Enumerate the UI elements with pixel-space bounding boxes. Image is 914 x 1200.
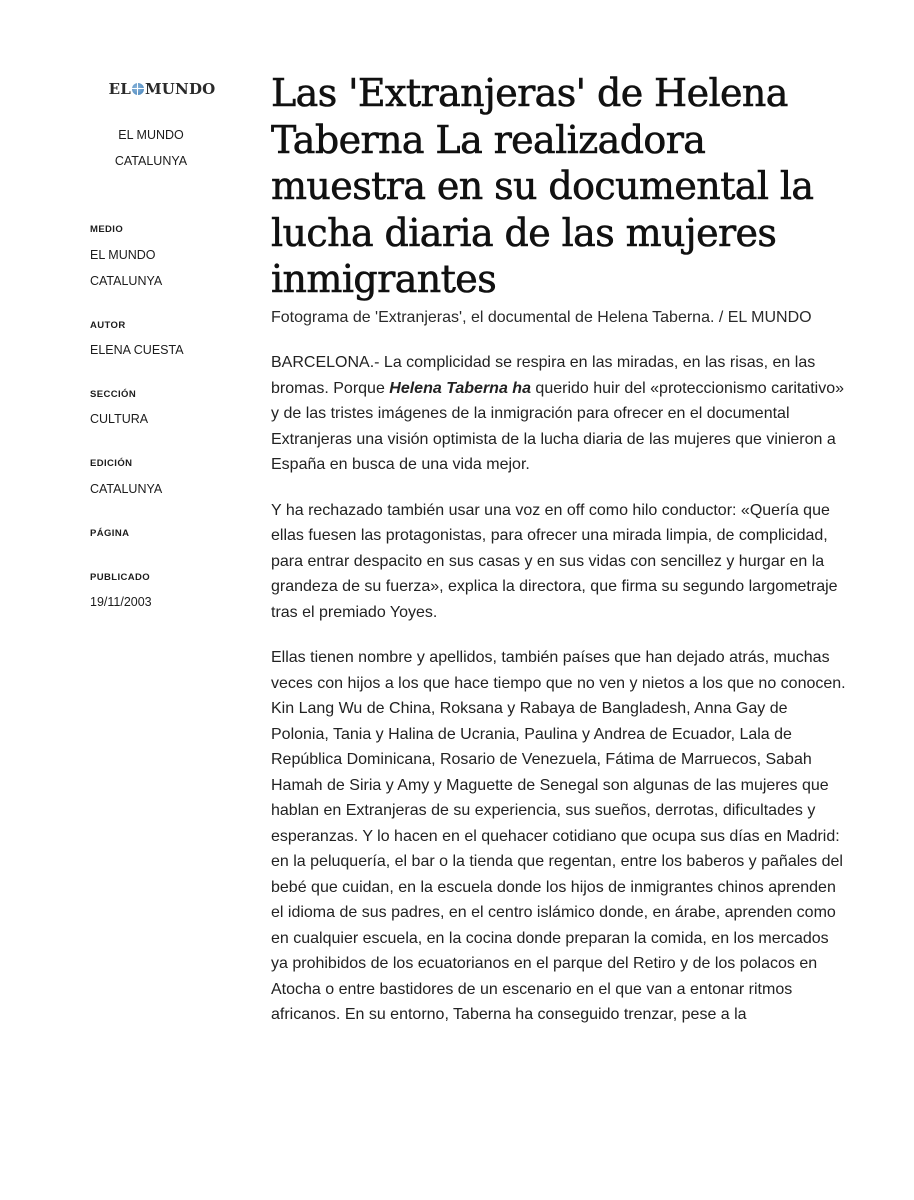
logo-text-el: EL bbox=[108, 80, 131, 98]
meta-value-seccion: CULTURA bbox=[90, 412, 149, 426]
article bbox=[271, 70, 851, 1028]
meta-label-seccion: SECCIÓN bbox=[90, 389, 137, 400]
paragraph-1-emphasis: Helena Taberna ha bbox=[389, 379, 531, 397]
globe-icon bbox=[132, 83, 144, 95]
article-paragraph-2: Y ha rechazado también usar una voz en off como hilo conductor: «Quería que ellas fuesen las protagonistas, para ofrecer una mirada limpia, de complicidad, para entrar despacito en sus casas y en sus vidas con sencillez y hurgar en la grandeza de su fuerza», explica la directora, que firma su segundo largometraje tras el premiado Yoyes. bbox=[271, 501, 838, 621]
paragraph-1-text-start: BARCELONA.- La complicidad se respira en las miradas, en las risas, en las bromas. Porque bbox=[271, 354, 816, 397]
publication-name-line2: CATALUNYA bbox=[114, 154, 188, 168]
meta-label-autor: AUTOR bbox=[90, 320, 126, 331]
photo-caption: Fotograma de 'Extranjeras', el documental de Helena Taberna. / EL MUNDO bbox=[271, 308, 812, 326]
el-mundo-logo[interactable] bbox=[102, 79, 222, 99]
meta-value-publicado: 19/11/2003 bbox=[90, 595, 152, 609]
meta-value-medio bbox=[90, 242, 230, 294]
meta-label-medio: MEDIO bbox=[90, 224, 124, 235]
meta-label-edicion: EDICIÓN bbox=[90, 458, 133, 469]
paragraph-1-text-end: querido huir del «proteccionismo caritativo» y de las tristes imágenes de la inmigración para ofrecer en el documental Extranjeras una visión optimista de la lucha diaria de las mujeres que vinieron a España en busca de una vida mejor. bbox=[271, 379, 845, 473]
meta-value-medio-line1: EL MUNDO bbox=[90, 248, 156, 262]
meta-label-pagina: PÁGINA bbox=[90, 528, 130, 539]
article-paragraph-3: Ellas tienen nombre y apellidos, también países que han dejado atrás, muchas veces con hijos a los que hace tiempo que no ven y nietos a los que no conocen. Kin Lang Wu de China, Roksana y Rabaya de Bangladesh, Anna Gay de Polonia, Tania y Halina de Ucrania, Paulina y Andrea de Ecuador, Lala de República Dominicana, Rosario de Venezuela, Fátima de Marruecos, Sabah Hamah de Siria y Amy y Maguette de Senegal son algunas de las mujeres que hablan en Extranjeras de su experiencia, sus sueños, derrotas, dificultades y esperanzas. Y lo hacen en el quehacer cotidiano que ocupa sus días en Madrid: en la peluquería, el bar o la tienda que regentan, entre los baberos y pañales del bebé que cuidan, en la escuela donde los hijos de inmigrantes chinos aprenden el idioma de sus padres, en el centro islámico donde, en árabe, aprenden como en cualquier escuela, en la cocina donde preparan la comida, en los mercados ya prohibidos de los ecuatorianos en el parque del Retiro y de los polacos en Atocha o entre bastidores de un escenario en el que van a entonar ritmos africanos. En su entorno, Taberna ha conseguido trenzar, pese a la bbox=[271, 649, 846, 1023]
publication-name bbox=[90, 122, 212, 174]
meta-label-publicado: PUBLICADO bbox=[90, 572, 151, 583]
article-paragraph-1 bbox=[271, 350, 846, 478]
article-title: Las 'Extranjeras' de Helena Taberna La realizadora muestra en su documental la lucha diaria de las mujeres inmigrantes bbox=[271, 71, 814, 301]
meta-value-medio-line2: CATALUNYA bbox=[90, 274, 163, 288]
logo-text-mundo: MUNDO bbox=[144, 80, 216, 98]
publication-name-line1: EL MUNDO bbox=[118, 128, 184, 142]
meta-value-edicion: CATALUNYA bbox=[90, 482, 163, 496]
meta-value-autor: ELENA CUESTA bbox=[90, 343, 184, 357]
